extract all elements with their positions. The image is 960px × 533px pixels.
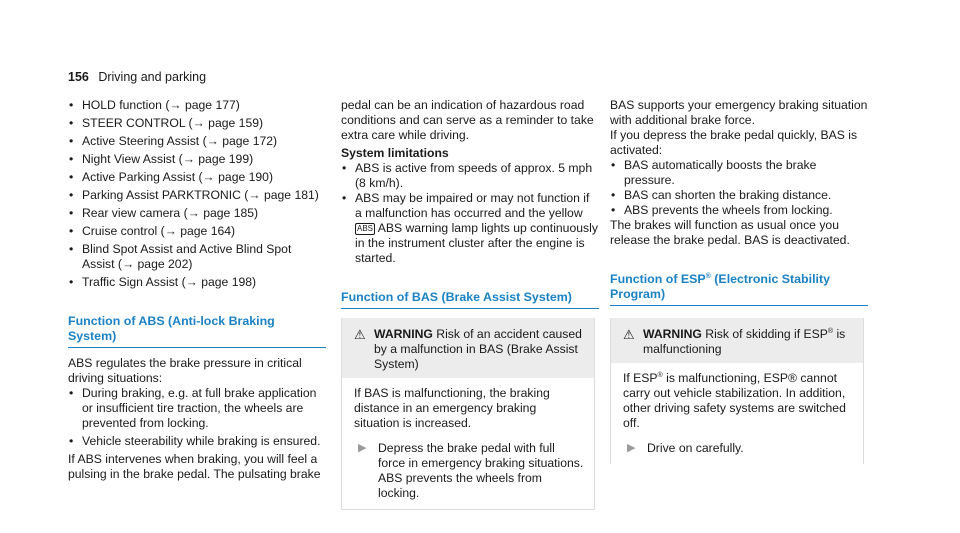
warning-label: WARNING bbox=[643, 327, 702, 341]
abs-warning-lamp-icon: ABS bbox=[357, 224, 374, 233]
warning-triangle-icon: ⚠ bbox=[354, 327, 366, 342]
warning-text bbox=[623, 371, 853, 431]
esp-heading bbox=[610, 272, 868, 306]
warning-header bbox=[342, 318, 594, 378]
action-text: Drive on carefully. bbox=[647, 441, 744, 455]
list-item: • During braking, e.g. at full brake application or insufficient tire traction, the wheels are prevented from locking. bbox=[68, 386, 326, 431]
warning-text-start: If ESP bbox=[623, 371, 658, 385]
list-item: • Blind Spot Assist and Active Blind Spot Assist (→ page 202) bbox=[68, 242, 326, 272]
abs-intro: ABS regulates the brake pressure in critical driving situations: bbox=[68, 356, 302, 385]
list-item: • Cruise control (→ page 164) bbox=[68, 224, 326, 239]
bas-heading: Function of BAS (Brake Assist System) bbox=[341, 290, 599, 309]
action-text: Depress the brake pedal with full force in emergency braking situations. ABS prevents the wheels from locking. bbox=[378, 441, 584, 500]
abs-heading: Function of ABS (Anti-lock Braking System) bbox=[68, 314, 326, 348]
limitations-list bbox=[341, 161, 599, 266]
warning-header bbox=[611, 318, 863, 363]
warning-title-end: is malfunctioning bbox=[643, 327, 846, 356]
system-limitations-heading: System limitations bbox=[341, 146, 449, 160]
column-3 bbox=[610, 98, 868, 306]
action-arrow-icon: ▶ bbox=[627, 442, 636, 454]
warning-triangle-icon: ⚠ bbox=[623, 327, 635, 342]
list-item: • Traffic Sign Assist (→ page 198) bbox=[68, 275, 326, 290]
esp-warning-box bbox=[610, 318, 864, 464]
registered-mark: ® bbox=[705, 272, 711, 280]
warning-body bbox=[342, 378, 594, 509]
action-arrow-icon: ▶ bbox=[358, 442, 367, 454]
warning-text: If BAS is malfunctioning, the braking distance in an emergency braking situation is increased. bbox=[354, 386, 550, 430]
list-item: • Parking Assist PARKTRONIC (→ page 181) bbox=[68, 188, 326, 203]
warning-label: WARNING bbox=[374, 327, 433, 341]
list-item: • Active Parking Assist (→ page 190) bbox=[68, 170, 326, 185]
list-item: • BAS automatically boosts the brake pressure. bbox=[610, 158, 868, 188]
assist-list bbox=[68, 98, 326, 290]
list-item: • Active Steering Assist (→ page 172) bbox=[68, 134, 326, 149]
bas-intro: BAS supports your emergency braking situation with additional brake force. bbox=[610, 98, 868, 127]
abs-paragraph: If ABS intervenes when braking, you will feel a pulsing in the brake pedal. The pulsating brake bbox=[68, 452, 321, 481]
list-item: • HOLD function (→ page 177) bbox=[68, 98, 326, 113]
list-item: • Rear view camera (→ page 185) bbox=[68, 206, 326, 221]
registered-mark: ® bbox=[657, 371, 663, 379]
limit-text-end: ABS warning lamp lights up continuously in the instrument cluster after the engine is started. bbox=[355, 221, 598, 265]
column-1 bbox=[68, 98, 326, 482]
list-item: • Night View Assist (→ page 199) bbox=[68, 152, 326, 167]
abs-bullets bbox=[68, 386, 326, 449]
list-item: • BAS can shorten the braking distance. bbox=[610, 188, 868, 203]
bas-outro: The brakes will function as usual once you release the brake pedal. BAS is deactivated. bbox=[610, 218, 850, 247]
limit-text-start: ABS may be impaired or may not function if a malfunction has occurred and the yellow bbox=[355, 191, 590, 220]
list-item bbox=[341, 191, 599, 266]
registered-mark: ® bbox=[827, 327, 834, 335]
continuation-text: pedal can be an indication of hazardous road conditions and can serve as a reminder to take extra care while driving. bbox=[341, 98, 594, 142]
esp-heading-text: Function of ESP bbox=[610, 272, 706, 286]
list-item: • ABS is active from speeds of approx. 5 mph (8 km/h). bbox=[341, 161, 599, 191]
page-number: 156 bbox=[68, 70, 89, 84]
bas-activation-text: If you depress the brake pedal quickly, BAS is activated: bbox=[610, 128, 858, 157]
warning-text-end: is malfunctioning, ESP® cannot carry out vehicle stabilization. In addition, other driving safety systems are switched off. bbox=[623, 371, 846, 430]
esp-heading-text-end: (Electronic Stability Program) bbox=[610, 272, 830, 301]
bas-warning-box bbox=[341, 318, 595, 510]
bas-effects-list bbox=[610, 158, 868, 218]
warning-action bbox=[354, 441, 584, 501]
column-2 bbox=[341, 98, 599, 309]
list-item: • Vehicle steerability while braking is ensured. bbox=[68, 434, 326, 449]
warning-body bbox=[611, 363, 863, 464]
section-title: Driving and parking bbox=[98, 70, 207, 84]
warning-title: Risk of skidding if ESP bbox=[705, 327, 828, 341]
warning-action bbox=[623, 441, 853, 456]
page-header bbox=[68, 70, 206, 85]
list-item: • ABS prevents the wheels from locking. bbox=[610, 203, 868, 218]
list-item: • STEER CONTROL (→ page 159) bbox=[68, 116, 326, 131]
warning-title: Risk of an accident caused by a malfunction in BAS (Brake Assist System) bbox=[374, 327, 582, 371]
